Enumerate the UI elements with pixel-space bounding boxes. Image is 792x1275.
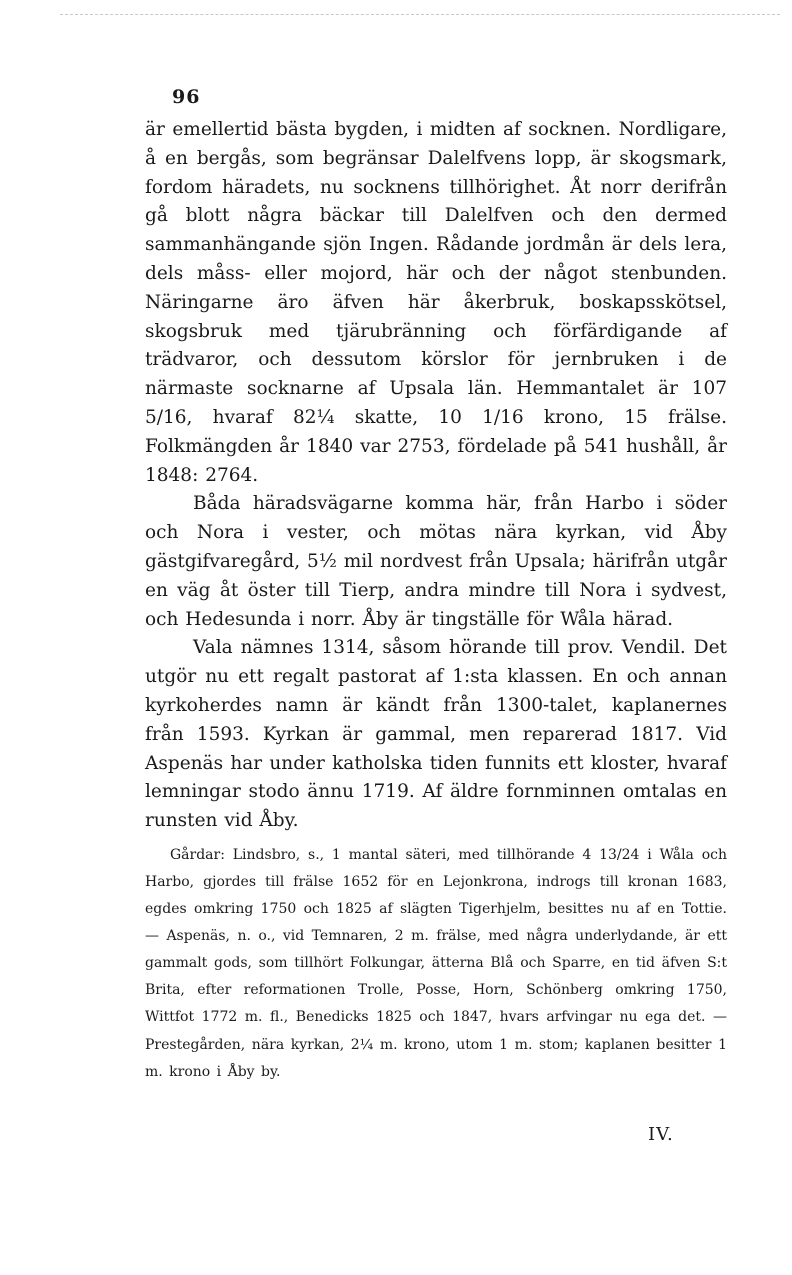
- page-body: [145, 116, 727, 1086]
- signature-mark: IV.: [648, 1124, 674, 1145]
- page-number: 96: [172, 86, 201, 108]
- paragraph-description: är emellertid bästa bygden, i midten af socknen. Nordligare, å en bergås, som begränsar Dalelfvens lopp, är skogsmark, fordom häradets, nu socknens tillhörighet. Åt norr derifrån gå blott några bäckar till Dalelfven och den dermed sammanhängande sjön Ingen. Rådande jordmån är dels lera, dels måss- eller mojord, här och der något stenbunden. Näringarne äro äfven här åkerbruk, boskapsskötsel, skogsbruk med tjärubränning och förfärdigande af trädvaror, och dessutom körslor för jernbruken i de närmaste socknarne af Upsala län. Hemmantalet är 107 5/16, hvaraf 82¼ skatte, 10 1/16 krono, 15 frälse. Folkmängden år 1840 var 2753, fördelade på 541 hushåll, år 1848: 2764.: [145, 119, 727, 486]
- paragraph-roads: Båda häradsvägarne komma här, från Harbo i söder och Nora i vester, och mötas nära kyrkan, vid Åby gästgifvaregård, 5½ mil nordvest från Upsala; härifrån utgår en väg åt öster till Tierp, andra mindre till Nora i sydvest, och Hedesunda i norr. Åby är tingställe för Wåla härad.: [145, 493, 727, 630]
- paragraph-history: Vala nämnes 1314, såsom hörande till prov. Vendil. Det utgör nu ett regalt pastorat af 1:sta klassen. En och annan kyrkoherdes namn är kändt från 1300-talet, kaplanernes från 1593. Kyrkan är gammal, men reparerad 1817. Vid Aspenäs har under katholska tiden funnits ett kloster, hvaraf lemningar stodo ännu 1719. Af äldre fornminnen omtalas en runsten vid Åby.: [145, 637, 727, 832]
- top-edge-rule: [60, 14, 780, 15]
- paragraph-estates: Gårdar: Lindsbro, s., 1 mantal säteri, med tillhörande 4 13/24 i Wåla och Harbo, gjordes till frälse 1652 för en Lejonkrona, indrogs till kronan 1683, egdes omkring 1750 och 1825 af slägten Tigerhjelm, besittes nu af en Tottie. — Aspenäs, n. o., vid Temnaren, 2 m. frälse, med några underlydande, är ett gammalt gods, som tillhört Folkungar, ätterna Blå och Sparre, en tid äfven S:t Brita, efter reformationen Trolle, Posse, Horn, Schönberg omkring 1750, Wittfot 1772 m. fl., Benedicks 1825 och 1847, hvars arfvingar nu ega det. — Prestegården, nära kyrkan, 2¼ m. krono, utom 1 m. stom; kaplanen besitter 1 m. krono i Åby by.: [145, 846, 727, 1080]
